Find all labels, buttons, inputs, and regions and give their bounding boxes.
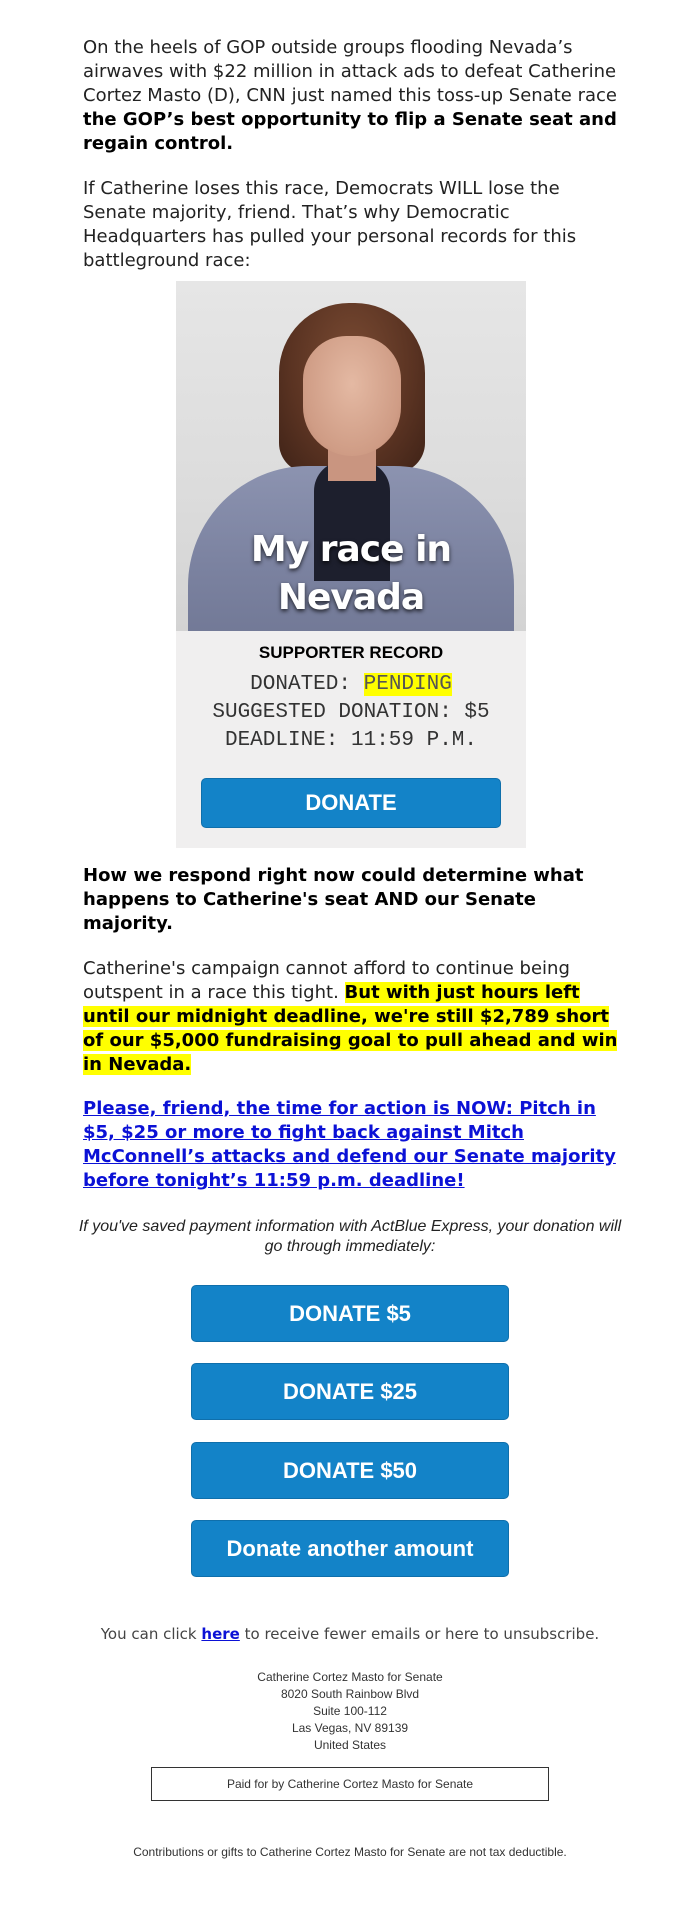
unsubscribe-text-before: You can click [100, 1625, 197, 1643]
unsubscribe-text-after: to receive fewer emails or here to unsubscribe. [244, 1625, 600, 1643]
unsubscribe-line [0, 1625, 700, 1643]
record-donated-status: PENDING [363, 673, 452, 696]
address-line: Las Vegas, NV 89139 [291, 1721, 409, 1735]
record-suggested-line: SUGGESTED DONATION: $5 [212, 701, 490, 724]
actblue-note: If you've saved payment information with ActBlue Express, your donation will go through immediately: [78, 1218, 622, 1255]
tax-disclaimer: Contributions or gifts to Catherine Cortez Masto for Senate are not tax deductible. [133, 1845, 567, 1859]
photo-caption [176, 526, 526, 622]
paid-for-box: Paid for by Catherine Cortez Masto for Senate [151, 1767, 549, 1801]
campaign-paragraph-highlight: But with just hours left until our midnight deadline, we're still $2,789 short of our $5,000 fundraising goal to pull ahead and win in Nevada. [83, 982, 618, 1075]
photo-face-shape [303, 336, 401, 456]
donate-other-amount-button[interactable]: Donate another amount [191, 1520, 509, 1577]
donate-50-button[interactable]: DONATE $50 [191, 1442, 509, 1499]
campaign-paragraph-text: Catherine's campaign cannot afford to continue being outspent in a race this tight. [83, 958, 570, 1003]
supporter-record-card [176, 281, 526, 848]
intro-paragraph-1-bold: the GOP’s best opportunity to flip a Senate seat and regain control. [83, 109, 617, 154]
candidate-photo[interactable] [176, 281, 526, 631]
card-donate-button[interactable]: DONATE [201, 778, 501, 828]
address-line: 8020 South Rainbow Blvd [280, 1687, 420, 1701]
record-title: SUPPORTER RECORD [258, 643, 444, 662]
address-line: United States [313, 1738, 387, 1752]
address-line: Suite 100-112 [313, 1704, 387, 1718]
donate-5-button[interactable]: DONATE $5 [191, 1285, 509, 1342]
record-donated-label: DONATED: [250, 673, 351, 696]
photo-caption-line-2: Nevada [277, 577, 425, 618]
record-deadline-line: DEADLINE: 11:59 P.M. [224, 729, 478, 752]
mailing-address [0, 1669, 700, 1754]
intro-paragraph-1 [83, 36, 618, 156]
intro-paragraph-1-text: On the heels of GOP outside groups flooding Nevada’s airwaves with $22 million in attack ads to defeat Catherine Cortez Masto (D), CNN just named this toss-up Senate race [83, 37, 617, 106]
cta-link[interactable]: Please, friend, the time for action is NOW: Pitch in $5, $25 or more to fight back against Mitch McConnell’s attacks and defend our Senate majority before tonight’s 11:59 p.m. deadline! [83, 1098, 616, 1191]
record-donated-line [176, 673, 526, 696]
respond-heading: How we respond right now could determine what happens to Catherine's seat AND our Senate majority. [83, 865, 584, 934]
photo-caption-line-1: My race in [250, 529, 452, 570]
address-line: Catherine Cortez Masto for Senate [257, 1670, 443, 1684]
donate-25-button[interactable]: DONATE $25 [191, 1363, 509, 1420]
campaign-paragraph [83, 957, 618, 1077]
fewer-emails-link[interactable]: here [201, 1625, 240, 1643]
intro-paragraph-2: If Catherine loses this race, Democrats WILL lose the Senate majority, friend. That’s why Democratic Headquarters has pulled your personal records for this battleground race: [83, 178, 577, 271]
